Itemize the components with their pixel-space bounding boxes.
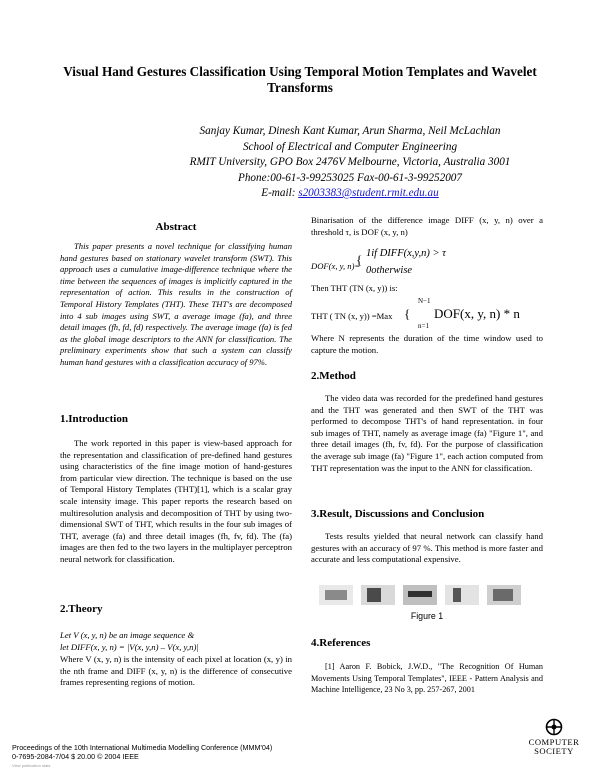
- references-heading: 4.References: [311, 637, 371, 649]
- theory-heading: 2.Theory: [60, 603, 103, 615]
- tht-intro: Then THT (TN (x, y)) is:: [311, 283, 398, 293]
- dof-case-1: 1if DIFF(x,y,n) > τ: [366, 248, 446, 259]
- tht-brace: {: [404, 306, 411, 321]
- paper-title: Visual Hand Gestures Classification Using Temporal Motion Templates and Wavelet Transforms: [63, 64, 537, 95]
- figure-panel-4: [445, 585, 479, 605]
- figure-1-caption: Figure 1: [410, 611, 444, 621]
- tht-sum-lower: n=1: [418, 322, 429, 330]
- method-heading: 2.Method: [311, 370, 356, 382]
- method-text: The video data was recorded for the predefined hand gestures and the THT was generated and then SWT of the THT was performed to decompose THT's of hand representation. in four sub images of THT, namely as average image (fa) "Figure 1", and three detail images (fh, fv, fd). For the purpose of classification the average sub image (fa) "Figure 1", each action computed from THT representation was the input to the ANN for classification.: [311, 393, 543, 473]
- computer-society-logo: [518, 718, 590, 756]
- footer: [12, 743, 272, 771]
- author-address: RMIT University, GPO Box 2476V Melbourne, Victoria, Australia 3001: [189, 156, 511, 168]
- binarisation-text: Binarisation of the difference image DIFF (x, y, n) over a threshold τ, is DOF (x, y, n): [311, 215, 543, 237]
- footer-watermark: View publication stats: [12, 763, 51, 769]
- tht-lhs: THT ( TN (x, y)) =Max: [311, 311, 393, 321]
- tht-body: DOF(x, y, n) * n: [434, 306, 520, 321]
- intro-heading: 1.Introduction: [60, 413, 128, 425]
- author-block: [130, 124, 570, 202]
- theory-line-1: Let V (x, y, n) be an image sequence &: [60, 630, 195, 640]
- theory-text: Where V (x, y, n) is the intensity of each pixel at location (x, y) in the nth frame and DIFF (x, y, n) is the difference of consecutive frames representing regions of motion.: [60, 654, 292, 688]
- abstract-heading: Abstract: [155, 221, 197, 233]
- logo-line-2: SOCIETY: [534, 746, 574, 756]
- results-text: Tests results yielded that neural network can classify hand gestures with an accuracy of 97 %. This method is more faster and accurate and less computational expensive.: [311, 531, 543, 565]
- author-names: Sanjay Kumar, Dinesh Kant Kumar, Arun Sharma, Neil McLachlan: [199, 125, 501, 137]
- dof-case-2: 0otherwise: [366, 265, 413, 276]
- tht-sum-upper: N−1: [418, 297, 431, 305]
- author-school: School of Electrical and Computer Engineering: [242, 140, 458, 153]
- computer-society-emblem-icon: [544, 718, 564, 736]
- dof-lhs: DOF(x, y, n)=: [311, 261, 361, 271]
- intro-text: The work reported in this paper is view-based approach for the representation and classification of pre-defined hand gestures using characteristics of the fine image motion of hand-gestures from particular view direction. The technique is based on the use of Temporal History Templates (THT)[1], which is a scalar gray scale intensity image. This paper reports the research based on multiresolution analysis and decomposition of THT by using two-dimensional SWT of THT, which results in the four sub images of THT, average (fa) and three detail images (fh, fv, fd). The (fa) images are then fed to the two layers in the multiplayer perceptron neural network for classification.: [60, 438, 292, 564]
- logo-line-1: COMPUTER: [528, 737, 580, 747]
- results-heading: 3.Result, Discussions and Conclusion: [311, 508, 485, 520]
- figure-1-image-strip: [313, 583, 537, 609]
- tht-note: Where N represents the duration of the time window used to capture the motion.: [311, 333, 543, 355]
- author-email-line: [130, 186, 570, 202]
- author-phone: Phone:00-61-3-99253025 Fax-00-61-3-99252007: [237, 171, 462, 184]
- reference-1: [1] Aaron F. Bobick, J.W.D., "The Recognition Of Human Movements Using Temporal Templates", IEEE - Pattern Analysis and Machine Intelligence, 23 No 3, pp. 257-267, 2001: [311, 662, 543, 695]
- footer-isbn: 0-7695-2084-7/04 $ 20.00 © 2004 IEEE: [12, 752, 139, 762]
- abstract-text: This paper presents a novel technique for classifying human hand gestures based on stationary wavelet transform (SWT). This approach uses a cumulative image-difference technique where the time between the sequences of images is implicitly captured in the representation of action. This results in the construction of Temporal History Templates (THT). These THT's are decomposed into 4 sub images using SWT, a average image (fa), and three detail images (fh, fd, fd) respectively. The average image (fa) is fed as the global image descriptors to the ANN for classification. The preliminary experiments show that such a system can classify human hand gestures with a classification accuracy of 97%.: [60, 241, 292, 367]
- email-link[interactable]: s2003383@student.rmit.edu.au: [298, 187, 439, 199]
- footer-proceedings: Proceedings of the 10th International Multimedia Modelling Conference (MMM'04): [12, 743, 273, 752]
- theory-line-2: let DIFF(x, y, n) = |V(x, y,n) – V(x, y,n)|: [60, 642, 199, 652]
- email-label: E-mail:: [261, 187, 296, 199]
- dof-brace: {: [356, 252, 363, 267]
